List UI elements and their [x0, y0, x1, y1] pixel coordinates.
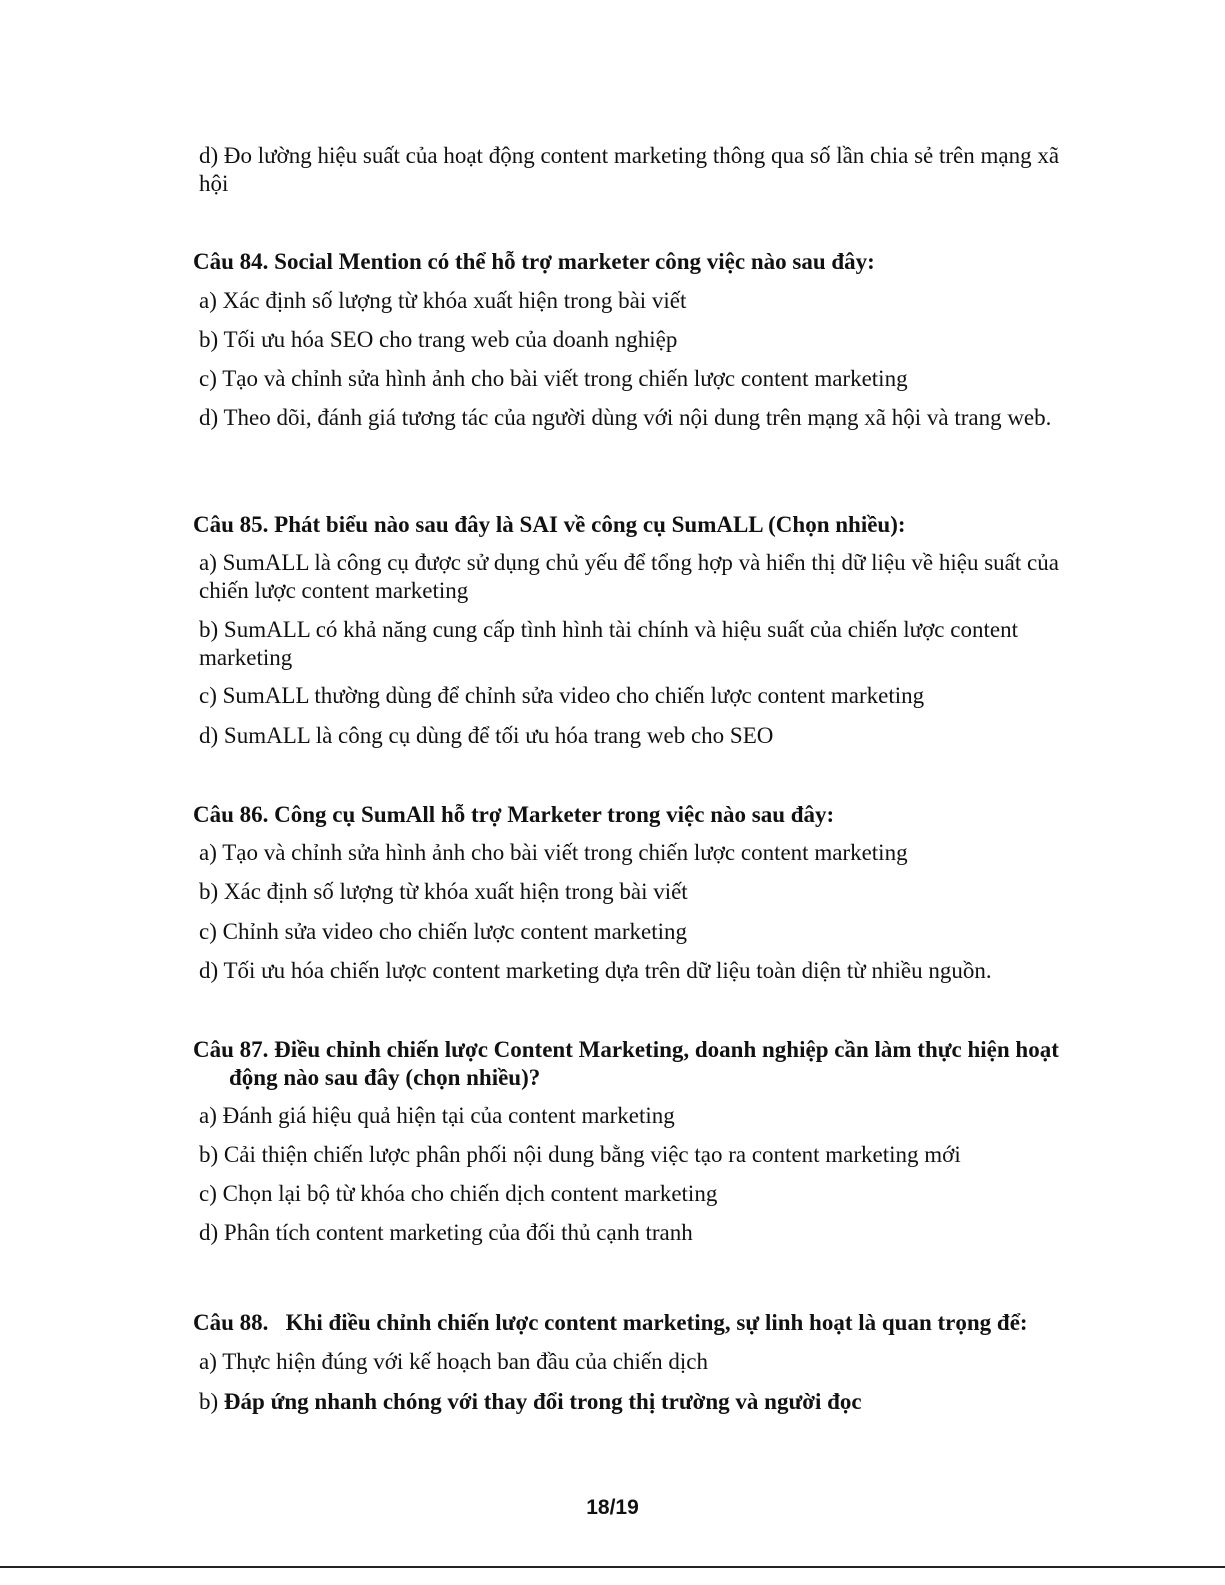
question-87-option-b: b) Cải thiện chiến lược phân phối nội dung bằng việc tạo ra content marketing mới	[199, 1142, 961, 1167]
question-84-option-c: c) Tạo và chỉnh sửa hình ảnh cho bài viết trong chiến lược content marketing	[199, 366, 908, 391]
question-88-heading	[193, 1309, 1083, 1337]
question-87-number: Câu 87.	[193, 1037, 269, 1062]
question-86-option-d: d) Tối ưu hóa chiến lược content marketing dựa trên dữ liệu toàn diện từ nhiều nguồn.	[199, 958, 992, 983]
question-84-heading	[193, 248, 1083, 276]
question-86-heading	[193, 801, 1083, 829]
question-86-number: Câu 86.	[193, 802, 269, 827]
bottom-divider	[0, 1566, 1225, 1568]
question-88-option-a: a) Thực hiện đúng với kế hoạch ban đầu của chiến dịch	[199, 1349, 708, 1374]
question-85-option-a: a) SumALL là công cụ được sử dụng chủ yếu để tổng hợp và hiển thị dữ liệu về hiệu suất của chiến lược content marketing	[199, 550, 1059, 603]
question-84-option-a: a) Xác định số lượng từ khóa xuất hiện trong bài viết	[199, 288, 687, 313]
question-84-option-d: d) Theo dõi, đánh giá tương tác của người dùng với nội dung trên mạng xã hội và trang web.	[199, 405, 1052, 430]
question-86-option-c: c) Chỉnh sửa video cho chiến lược content marketing	[199, 919, 688, 944]
question-87-text: Điều chỉnh chiến lược Content Marketing, doanh nghiệp cần làm thực hiện hoạt động nào sau đây (chọn nhiều)?	[229, 1037, 1059, 1090]
question-88-text: Khi điều chỉnh chiến lược content marketing, sự linh hoạt là quan trọng để:	[285, 1310, 1028, 1335]
page-number: 18/19	[586, 1496, 639, 1519]
question-85-option-c: c) SumALL thường dùng để chỉnh sửa video cho chiến lược content marketing	[199, 683, 925, 708]
question-86-option-a: a) Tạo và chỉnh sửa hình ảnh cho bài viết trong chiến lược content marketing	[199, 840, 908, 865]
question-85-heading	[193, 511, 1083, 539]
question-84-text: Social Mention có thể hỗ trợ marketer công việc nào sau đây:	[274, 249, 875, 274]
question-87-option-a: a) Đánh giá hiệu quả hiện tại của content marketing	[199, 1103, 675, 1128]
question-85-number: Câu 85.	[193, 512, 269, 537]
question-88-number: Câu 88.	[193, 1310, 269, 1335]
question-87-option-d: d) Phân tích content marketing của đối thủ cạnh tranh	[199, 1220, 693, 1245]
question-87-option-c: c) Chọn lại bộ từ khóa cho chiến dịch content marketing	[199, 1181, 718, 1206]
question-85-option-d: d) SumALL là công cụ dùng để tối ưu hóa trang web cho SEO	[199, 723, 774, 748]
question-87-heading	[193, 1036, 1083, 1092]
question-88-option-b-prefix: b)	[199, 1389, 224, 1414]
question-86-option-b: b) Xác định số lượng từ khóa xuất hiện trong bài viết	[199, 879, 688, 904]
carryover-option-d: d) Đo lường hiệu suất của hoạt động content marketing thông qua số lần chia sẻ trên mạng xã hội	[199, 143, 1060, 196]
question-88-option-b-answer: Đáp ứng nhanh chóng với thay đổi trong thị trường và người đọc	[223, 1389, 862, 1414]
question-85-option-b: b) SumALL có khả năng cung cấp tình hình tài chính và hiệu suất của chiến lược content marketing	[199, 617, 1018, 670]
question-85-text: Phát biểu nào sau đây là SAI về công cụ SumALL (Chọn nhiều):	[274, 512, 906, 537]
question-84-number: Câu 84.	[193, 249, 269, 274]
question-88-option-b	[199, 1388, 1079, 1416]
question-86-text: Công cụ SumAll hỗ trợ Marketer trong việc nào sau đây:	[274, 802, 835, 827]
question-84-option-b: b) Tối ưu hóa SEO cho trang web của doanh nghiệp	[199, 327, 678, 352]
